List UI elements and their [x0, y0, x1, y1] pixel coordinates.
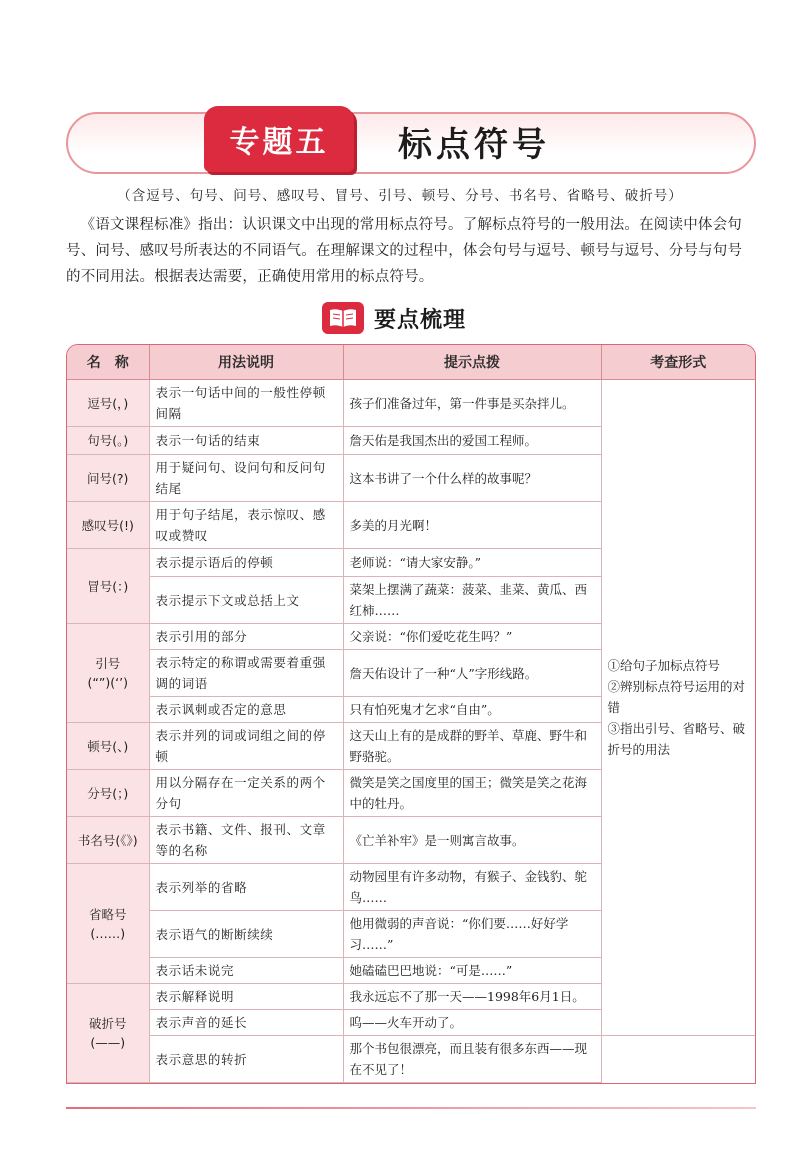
mark-name [67, 984, 149, 1083]
open-book-icon [322, 302, 364, 334]
usage-cell: 表示讽刺或否定的意思 [149, 697, 343, 723]
section-title: 要点梳理 [374, 307, 467, 333]
topic-tag: 专题五 [204, 106, 354, 172]
header-assessment: 考查形式 [601, 345, 755, 380]
example-cell: 《亡羊补牢》是一则寓言故事。 [343, 817, 601, 864]
table-row [67, 1036, 755, 1083]
example-cell: 他用微弱的声音说：“你们要……好好学习……” [343, 911, 601, 958]
mark-name-main: 引号 [95, 656, 121, 671]
usage-cell: 表示话未说完 [149, 958, 343, 984]
usage-cell: 用于句子结尾，表示惊叹、感叹或赞叹 [149, 502, 343, 549]
header-name: 名 称 [67, 345, 149, 380]
section-heading [322, 301, 466, 335]
example-cell: 微笑是笑之国度里的国王；微笑是笑之花海中的牡丹。 [343, 770, 601, 817]
example-cell: 她磕磕巴巴地说：“可是……” [343, 958, 601, 984]
mark-name-main: 破折号 [88, 1016, 127, 1031]
example-cell: 只有怕死鬼才乞求“自由”。 [343, 697, 601, 723]
mark-name: 分号(；) [67, 770, 149, 817]
usage-cell: 用于疑问句、设问句和反问句结尾 [149, 455, 343, 502]
example-cell: 詹天佑设计了一种“人”字形线路。 [343, 650, 601, 697]
intro-paragraph: 《语文课程标准》指出：认识课文中出现的常用标点符号。了解标点符号的一般用法。在阅读中体会句号、问号、感叹号所表达的不同语气。在理解课文的过程中，体会句号与逗号、顿号与逗号、分号与句号的不同用法。根据表达需要，正确使用常用的标点符号。 [66, 217, 743, 285]
usage-cell: 表示提示下文或总括上文 [149, 577, 343, 624]
usage-cell: 表示并列的词或词组之间的停顿 [149, 723, 343, 770]
topic-subtitle: （含逗号、句号、问号、感叹号、冒号、引号、顿号、分号、书名号、省略号、破折号） [117, 188, 683, 204]
example-cell: 父亲说：“你们爱吃花生吗？” [343, 624, 601, 650]
usage-cell: 表示意思的转折 [149, 1036, 343, 1083]
example-cell: 詹天佑是我国杰出的爱国工程师。 [343, 427, 601, 455]
usage-cell: 表示语气的断断续续 [149, 911, 343, 958]
example-cell: 这天山上有的是成群的野羊、草鹿、野牛和野骆驼。 [343, 723, 601, 770]
usage-cell: 表示特定的称谓或需要着重强调的词语 [149, 650, 343, 697]
header-example: 提示点拨 [343, 345, 601, 380]
assessment-item: ②辨别标点符号运用的对错 [607, 679, 746, 715]
mark-name [67, 864, 149, 984]
header-usage: 用法说明 [149, 345, 343, 380]
example-cell: 呜——火车开动了。 [343, 1010, 601, 1036]
usage-cell: 表示书籍、文件、报刊、文章等的名称 [149, 817, 343, 864]
example-cell: 孩子们准备过年，第一件事是买杂拌儿。 [343, 380, 601, 427]
usage-cell: 表示提示语后的停顿 [149, 549, 343, 577]
table-header-row [67, 345, 755, 380]
table-row [67, 380, 755, 427]
usage-cell: 表示引用的部分 [149, 624, 343, 650]
mark-name: 顿号(、) [67, 723, 149, 770]
punctuation-table [66, 344, 756, 1084]
mark-name: 感叹号(!) [67, 502, 149, 549]
example-cell: 菜架上摆满了蔬菜：菠菜、韭菜、黄瓜、西红柿…… [343, 577, 601, 624]
mark-name: 问号(?) [67, 455, 149, 502]
mark-name: 逗号(，) [67, 380, 149, 427]
mark-name-symbol: (“”)(‘’) [87, 675, 128, 690]
example-cell: 这本书讲了一个什么样的故事呢？ [343, 455, 601, 502]
mark-name: 冒号(：) [67, 549, 149, 624]
usage-cell: 表示一句话中间的一般性停顿间隔 [149, 380, 343, 427]
usage-cell: 表示声音的延长 [149, 1010, 343, 1036]
usage-cell: 表示解释说明 [149, 984, 343, 1010]
topic-title: 标点符号 [398, 124, 550, 165]
example-cell: 老师说：“请大家安静。” [343, 549, 601, 577]
assessment-item: ①给句子加标点符号 [607, 658, 721, 673]
mark-name-symbol: (……) [90, 925, 126, 941]
usage-cell: 用以分隔存在一定关系的两个分句 [149, 770, 343, 817]
mark-name-main: 省略号 [88, 906, 127, 922]
mark-name [67, 624, 149, 723]
usage-cell: 表示一句话的结束 [149, 427, 343, 455]
mark-name: 书名号(《》) [67, 817, 149, 864]
assessment-cell [601, 380, 755, 1036]
example-cell: 多美的月光啊！ [343, 502, 601, 549]
example-cell: 那个书包很漂亮，而且装有很多东西——现在不见了！ [343, 1036, 601, 1083]
bottom-divider [66, 1107, 756, 1109]
assessment-item: ③指出引号、省略号、破折号的用法 [607, 721, 746, 757]
mark-name-symbol: (——) [90, 1035, 126, 1050]
usage-cell: 表示列举的省略 [149, 864, 343, 911]
example-cell: 动物园里有许多动物，有猴子、金钱豹、鸵鸟…… [343, 864, 601, 911]
mark-name: 句号(。) [67, 427, 149, 455]
example-cell: 我永远忘不了那一天——1998年6月1日。 [343, 984, 601, 1010]
